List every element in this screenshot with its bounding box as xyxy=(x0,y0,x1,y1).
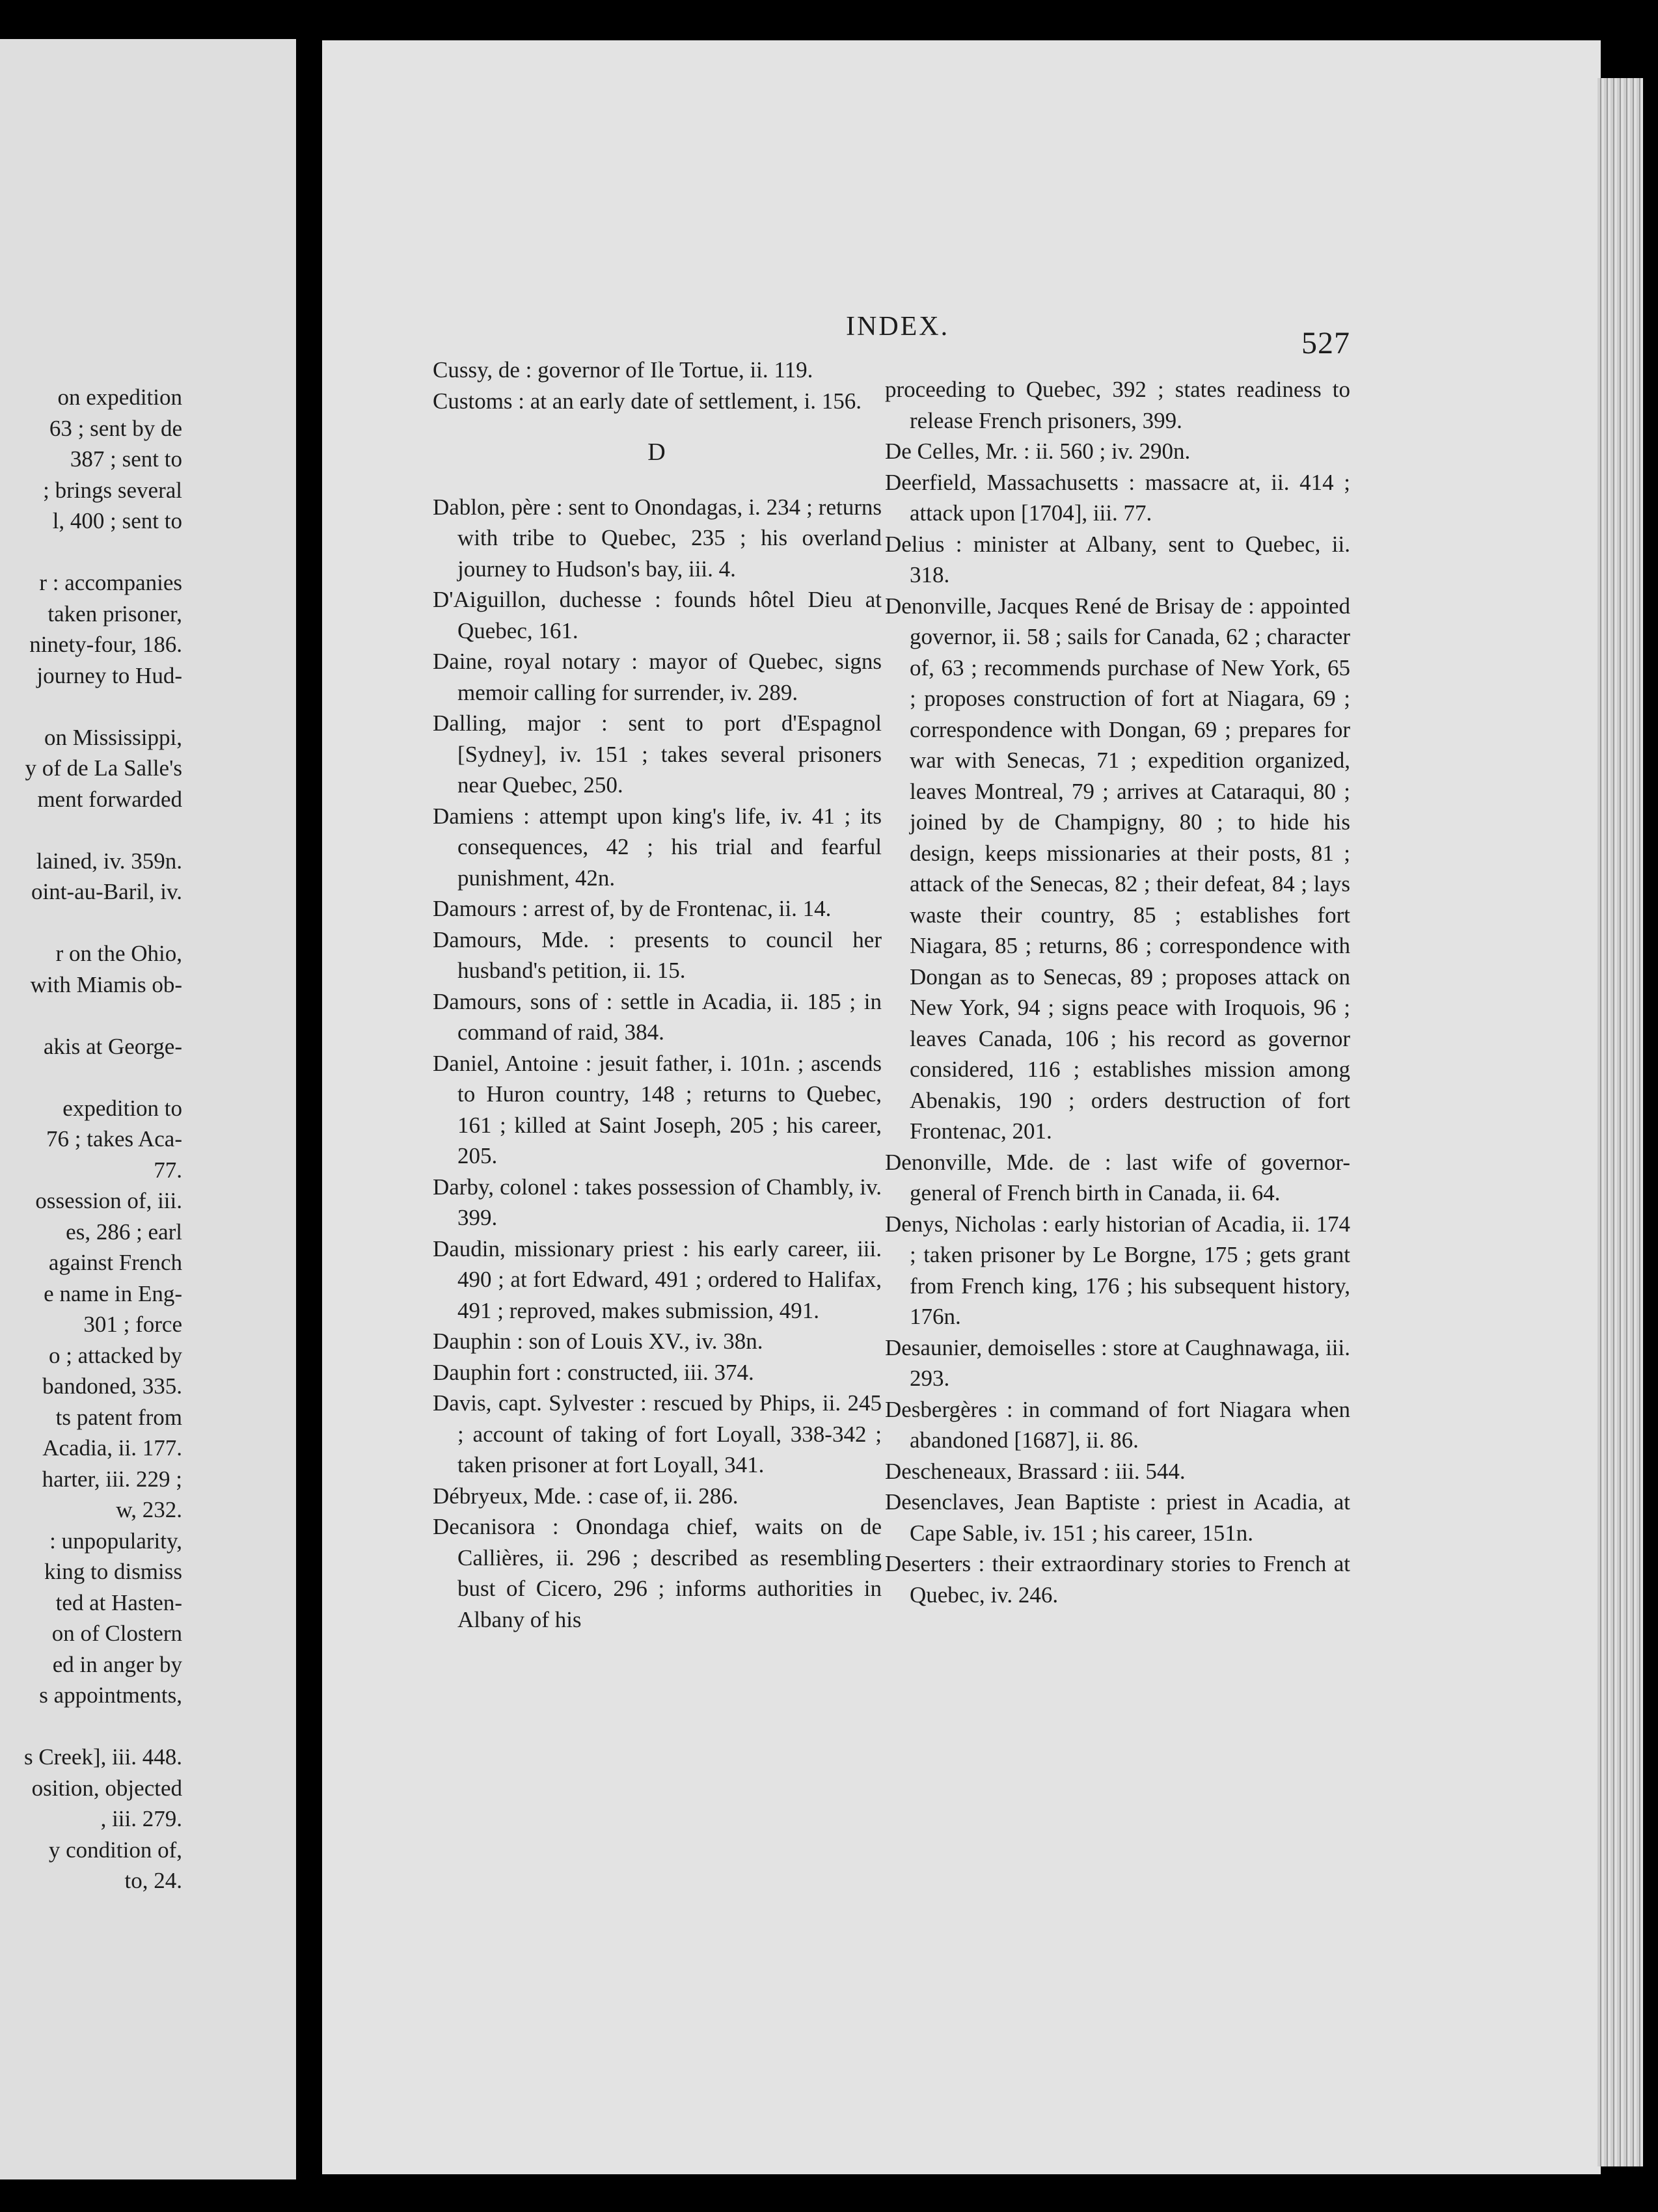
index-entry: Damours, sons of : settle in Acadia, ii. 185 ; in command of raid, 384. xyxy=(433,988,882,1045)
left-page-fragment: r : accompanies xyxy=(39,570,182,595)
left-page-fragment: 387 ; sent to xyxy=(70,446,182,472)
left-page-fragment: s appointments, xyxy=(39,1682,182,1708)
index-entry: Desbergères : in command of fort Niagara when abandoned [1687], ii. 86. xyxy=(885,1396,1350,1453)
index-entry: Deerfield, Massachusetts : massacre at, ii. 414 ; attack upon [1704], iii. 77. xyxy=(885,469,1350,526)
left-page-fragment: ; brings several xyxy=(43,477,182,503)
left-page-fragment: harter, iii. 229 ; xyxy=(42,1466,182,1492)
index-entry: Decanisora : Onondaga chief, waits on de Callières, ii. 296 ; described as resembling bust of Cicero, 296 ; informs authorities in Albany of his xyxy=(433,1514,882,1632)
left-page-fragment: on of Clostern xyxy=(51,1621,182,1646)
left-page-fragment: 301 ; force xyxy=(83,1312,182,1337)
index-entry: Deserters : their extraordinary stories to French at Quebec, iv. 246. xyxy=(885,1551,1350,1608)
left-page-fragment: lained, iv. 359n. xyxy=(36,848,182,874)
left-page-fragment: o ; attacked by xyxy=(48,1342,182,1368)
index-entry: Dauphin : son of Louis XV., iv. 38n. xyxy=(433,1329,763,1354)
index-entry: Customs : at an early date of settlement, i. 156. xyxy=(433,388,862,414)
index-entry: Darby, colonel : takes possession of Chambly, iv. 399. xyxy=(433,1174,882,1230)
left-page-fragment: l, 400 ; sent to xyxy=(52,508,182,533)
index-column-1 xyxy=(433,355,882,1635)
index-entry: Denonville, Jacques René de Brisay de : appointed governor, ii. 58 ; sails for Canada, 62 ; character of, 63 ; recommends purchase of New York, 65 ; proposes construction of fort at Niagara, 69 ; correspondence with Dongan, 69 ; prepares for war with Senecas, 71 ; expedition organized, leaves Montreal, 79 ; arrives at Cataraqui, 80 ; joined by de Champigny, 80 ; to hide his design, keeps missionaries at their posts, 81 ; attack of the Senecas, 82 ; their defeat, 84 ; lays waste their country, 85 ; establishes fort Niagara, 85 ; returns, 86 ; correspondence with Dongan as to Senecas, 89 ; proposes attack on New York, 94 ; signs peace with Iroquois, 96 ; leaves Canada, 106 ; his record as governor considered, 116 ; establishes mission among Abenakis, 190 ; orders destruction of fort Frontenac, 201. xyxy=(885,593,1350,1144)
left-page-fragment xyxy=(0,1062,182,1093)
left-page-fragment: taken prisoner, xyxy=(48,600,182,627)
index-entry: Desenclaves, Jean Baptiste : priest in Acadia, at Cape Sable, iv. 151 ; his career, 151n. xyxy=(885,1489,1350,1546)
entries-before-heading xyxy=(433,355,882,416)
left-page-fragment: 76 ; takes Aca- xyxy=(46,1126,182,1152)
left-page-fragment: , iii. 279. xyxy=(100,1806,182,1831)
index-entry: Davis, capt. Sylvester : rescued by Phips, ii. 245 ; account of taking of fort Loyall, 338-342 ; taken prisoner at fort Loyall, 341. xyxy=(433,1390,882,1477)
left-page-fragment: y of de La Salle's xyxy=(25,755,182,781)
index-entry: Débryeux, Mde. : case of, ii. 286. xyxy=(433,1483,739,1509)
left-page xyxy=(0,39,296,2179)
index-entry: Delius : minister at Albany, sent to Quebec, ii. 318. xyxy=(885,531,1350,587)
left-page-fragment: r on the Ohio, xyxy=(55,941,182,966)
index-entry: Damours : arrest of, by de Frontenac, ii. 14. xyxy=(433,896,832,921)
left-page-fragment xyxy=(0,537,182,568)
left-page-fragment: w, 232. xyxy=(116,1497,182,1522)
left-page-fragment: to, 24. xyxy=(124,1868,182,1893)
left-page-fragment: on Mississippi, xyxy=(44,724,182,750)
index-entry: Dauphin fort : constructed, iii. 374. xyxy=(433,1359,754,1385)
index-entry: Damiens : attempt upon king's life, iv. 41 ; its consequences, 42 ; his trial and fearful punishment, 42n. xyxy=(433,803,882,891)
left-page-fragment: against French xyxy=(48,1250,182,1275)
left-page-fragment xyxy=(0,691,182,722)
index-entry: Dablon, père : sent to Onondagas, i. 234 ; returns with tribe to Quebec, 235 ; his overland journey to Hudson's bay, iii. 4. xyxy=(433,494,882,582)
index-entry: proceeding to Quebec, 392 ; states readiness to release French prisoners, 399. xyxy=(885,377,1350,433)
left-page-fragment: s Creek], iii. 448. xyxy=(23,1744,182,1770)
index-entry: Cussy, de : governor of Ile Tortue, ii. 119. xyxy=(433,357,813,383)
left-page-fragment xyxy=(0,1000,182,1031)
index-entry: Damours, Mde. : presents to council her husband's petition, ii. 15. xyxy=(433,926,882,983)
index-entry: Daudin, missionary priest : his early career, iii. 490 ; at fort Edward, 491 ; ordered to Halifax, 491 ; reproved, makes submission, 491. xyxy=(433,1235,882,1323)
left-page-fragment: ted at Hasten- xyxy=(55,1589,182,1615)
left-page-fragment xyxy=(0,908,182,939)
index-entry: Denys, Nicholas : early historian of Acadia, ii. 174 ; taken prisoner by Le Borgne, 175 ; gets grant from French king, 176 ; his subsequent history, 176n. xyxy=(885,1211,1350,1329)
left-page-fragment: osition, objected xyxy=(31,1775,182,1801)
page-edges xyxy=(1597,78,1643,2166)
index-entry: Daniel, Antoine : jesuit father, i. 101n. ; ascends to Huron country, 148 ; returns to Quebec, 161 ; killed at Saint Joseph, 205 ; his career, 205. xyxy=(433,1050,882,1168)
left-page-fragment: : unpopularity, xyxy=(49,1528,182,1554)
running-head: INDEX. xyxy=(846,312,950,342)
left-page-fragment: ninety-four, 186. xyxy=(29,632,182,657)
index-column-2 xyxy=(885,374,1350,1610)
left-page-fragment: 63 ; sent by de xyxy=(49,415,182,441)
left-page-fragment: e name in Eng- xyxy=(44,1280,182,1306)
letter-heading: D xyxy=(647,438,667,466)
index-entry: Dalling, major : sent to port d'Espagnol [Sydney], iv. 151 ; takes several prisoners near Quebec, 250. xyxy=(433,710,882,798)
index-entry: Daine, royal notary : mayor of Quebec, signs memoir calling for surrender, iv. 289. xyxy=(433,649,882,705)
left-page-fragment xyxy=(0,1711,182,1742)
entries-list xyxy=(433,492,882,1636)
left-page-fragment: Acadia, ii. 177. xyxy=(42,1435,182,1461)
left-page-fragment: ossession of, iii. xyxy=(35,1188,182,1213)
left-page-fragment: bandoned, 335. xyxy=(42,1373,182,1399)
left-page-fragment: ed in anger by xyxy=(52,1651,182,1677)
left-page-fragment: on expedition xyxy=(57,384,182,410)
left-page-fragment: y condition of, xyxy=(48,1837,182,1863)
left-page-fragment: es, 286 ; earl xyxy=(66,1219,182,1245)
left-page-fragment: with Miamis ob- xyxy=(30,971,182,997)
index-entry: Desaunier, demoiselles : store at Caughnawaga, iii. 293. xyxy=(885,1334,1350,1391)
left-page-fragment: journey to Hud- xyxy=(36,662,182,688)
left-page-fragment: 77. xyxy=(154,1157,182,1183)
left-page-fragment: akis at George- xyxy=(43,1033,182,1059)
left-page-fragment: expedition to xyxy=(62,1095,182,1121)
left-page-fragment: oint-au-Baril, iv. xyxy=(31,879,182,904)
left-page-fragment: ment forwarded xyxy=(37,786,182,812)
left-page-fragment: ts patent from xyxy=(55,1404,182,1430)
page-number: 527 xyxy=(1301,326,1350,360)
index-entry: D'Aiguillon, duchesse : founds hôtel Dieu at Quebec, 161. xyxy=(433,587,882,643)
index-entry: Descheneaux, Brassard : iii. 544. xyxy=(885,1458,1186,1484)
left-page-fragments xyxy=(0,382,182,1896)
index-entry: De Celles, Mr. : ii. 560 ; iv. 290n. xyxy=(885,438,1191,464)
left-page-fragment xyxy=(0,815,182,846)
left-page-fragment: king to dismiss xyxy=(44,1559,182,1584)
index-entry: Denonville, Mde. de : last wife of governor-general of French birth in Canada, ii. 64. xyxy=(885,1149,1350,1206)
